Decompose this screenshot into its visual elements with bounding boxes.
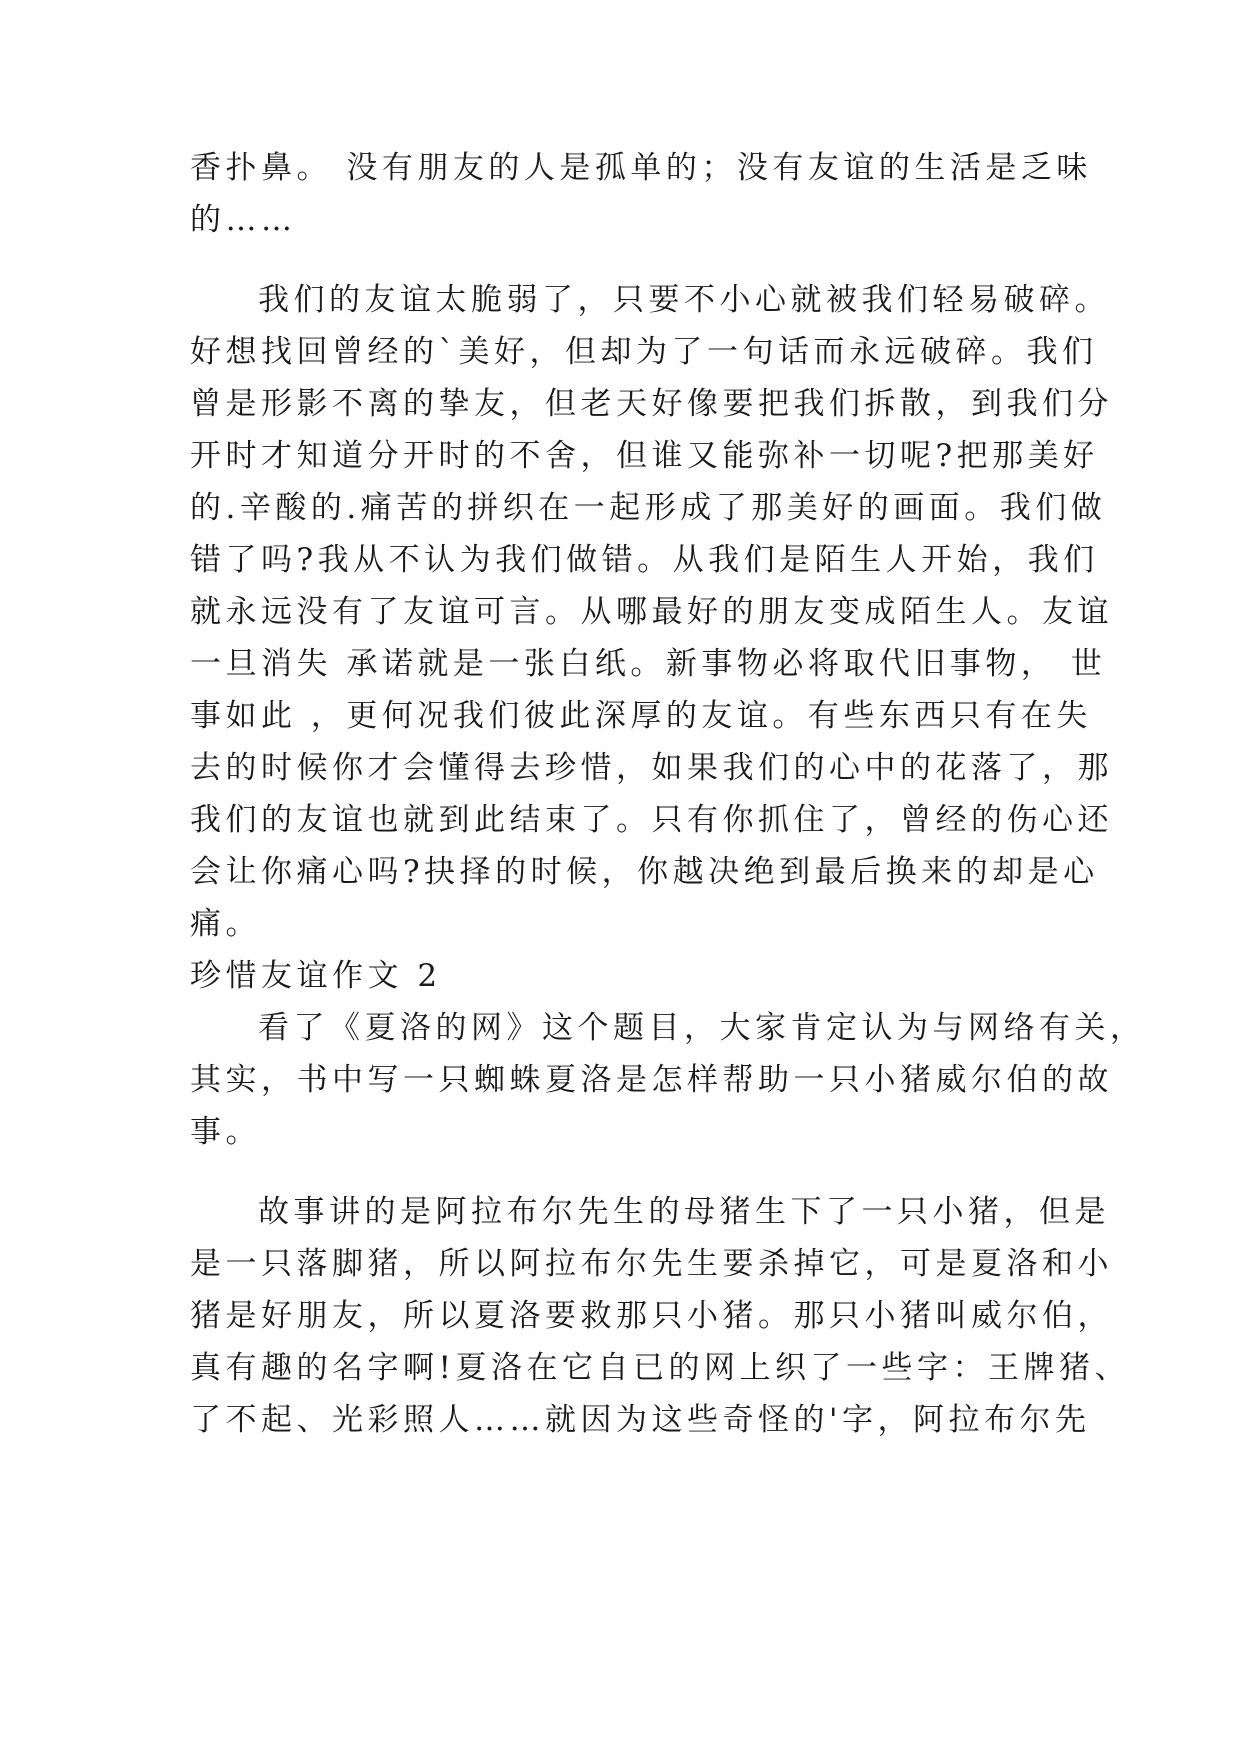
text-line: 我们的友谊也就到此结束了。只有你抓住了，曾经的伤心还 xyxy=(190,802,1113,838)
text-line: 痛。 xyxy=(190,906,261,942)
text-line: 曾是形影不离的挚友，但老天好像要把我们拆散，到我们分 xyxy=(190,386,1113,422)
text-line: 猪是好朋友，所以夏洛要救那只小猪。那只小猪叫威尔伯， xyxy=(190,1298,1113,1334)
text-line: 真有趣的名字啊!夏洛在它自已的网上织了一些字：王牌猪、 xyxy=(190,1350,1130,1386)
text-line: 就永远没有了友谊可言。从哪最好的朋友变成陌生人。友谊 xyxy=(190,594,1113,630)
text-line: 去的时候你才会懂得去珍惜，如果我们的心中的花落了，那 xyxy=(190,750,1113,786)
text-line: 事如此 ，更何况我们彼此深厚的友谊。有些东西只有在失 xyxy=(190,698,1092,734)
text-line: 的.辛酸的.痛苦的拼织在一起形成了那美好的画面。我们做 xyxy=(190,490,1107,526)
text-line: 开时才知道分开时的不舍，但谁又能弥补一切呢?把那美好 xyxy=(190,438,1099,474)
text-line: 了不起、光彩照人……就因为这些奇怪的'字，阿拉布尔先 xyxy=(190,1402,1091,1438)
text-line: 一旦消失 承诺就是一张白纸。新事物必将取代旧事物， 世 xyxy=(190,646,1107,682)
text-line: 其实，书中写一只蜘蛛夏洛是怎样帮助一只小猪威尔伯的故 xyxy=(190,1062,1113,1098)
text-line: 的…… xyxy=(190,202,297,238)
text-line: 好想找回曾经的`美好，但却为了一句话而永远破碎。我们 xyxy=(190,334,1098,370)
text-line: 香扑鼻。 没有朋友的人是孤单的；没有友谊的生活是乏味 xyxy=(190,150,1092,186)
paragraph-first-line: 看了《夏洛的网》这个题目，大家肯定认为与网络有关， xyxy=(258,1010,1146,1046)
section-heading: 珍惜友谊作文 2 xyxy=(190,958,442,994)
text-line: 事。 xyxy=(190,1114,261,1150)
text-line: 是一只落脚猪，所以阿拉布尔先生要杀掉它，可是夏洛和小 xyxy=(190,1246,1113,1282)
paragraph-first-line: 故事讲的是阿拉布尔先生的母猪生下了一只小猪，但是 xyxy=(258,1194,1110,1230)
text-line: 错了吗?我从不认为我们做错。从我们是陌生人开始，我们 xyxy=(190,542,1099,578)
text-line: 会让你痛心吗?抉择的时候，你越决绝到最后换来的却是心 xyxy=(190,854,1099,890)
paragraph-first-line: 我们的友谊太脆弱了，只要不小心就被我们轻易破碎。 xyxy=(258,282,1110,318)
